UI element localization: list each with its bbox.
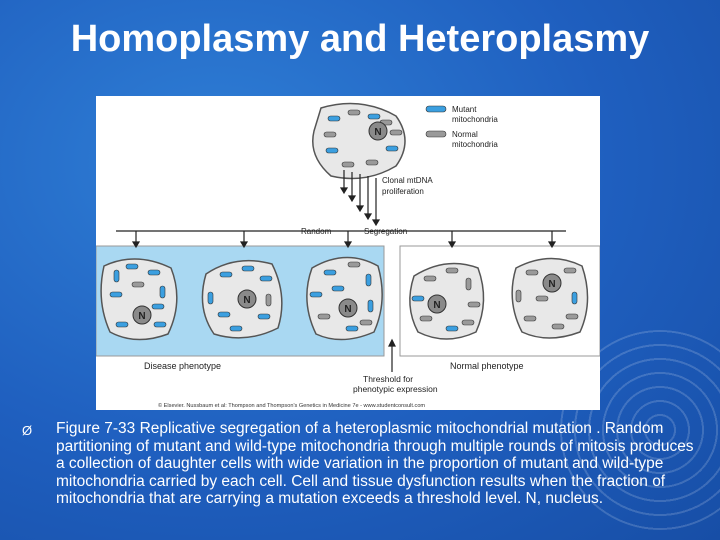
legend [426, 105, 498, 149]
nucleus-label: N [374, 127, 382, 138]
threshold-label-2: phenotypic expression [353, 384, 438, 394]
daughter-cell-1 [101, 259, 177, 340]
nucleus-label: N [433, 300, 441, 311]
segregation-label: Segregation [364, 227, 408, 236]
random-label: Random [301, 227, 332, 236]
arrow-bullet-icon: Ø [22, 423, 33, 438]
drop-arrows [133, 231, 555, 247]
slide-title: Homoplasmy and Heteroplasmy [70, 18, 650, 60]
daughter-cell-5 [512, 258, 587, 338]
caption-text: Figure 7-33 Replicative segregation of a heteroplasmic mitochondrial mutation . Random partitioning of mutant and wild-type mitochondria through multiple rounds of mitosis produces a collection of daughter cells with wide variation in the proportion of mutant and wild-type mitochondria carried by each cell. Cell and tissue dysfunction results when the fraction of mitochondria that are carrying a mutation exceeds a threshold level. N, nucleus. [56, 420, 694, 508]
nucleus-label: N [548, 279, 556, 290]
nucleus-label: N [344, 304, 352, 315]
legend-mutant-label-1: Mutant [452, 105, 477, 114]
normal-phenotype-label: Normal phenotype [450, 361, 524, 371]
clonal-label-2: proliferation [382, 187, 424, 196]
legend-normal-swatch [426, 131, 446, 137]
caption-bullet [22, 420, 712, 508]
segregation-figure [96, 96, 600, 410]
nucleus-label: N [138, 311, 146, 322]
daughter-cell-2 [202, 261, 281, 338]
clonal-label-1: Clonal mtDNA [382, 176, 433, 185]
copyright-text: © Elsevier. Nussbaum et al: Thompson and Thompson's Genetics in Medicine 7e - www.studentconsult.com [158, 403, 426, 409]
nucleus-label: N [243, 295, 251, 306]
daughter-cell-3 [307, 257, 382, 339]
threshold-arrow [389, 340, 395, 372]
daughter-cell-4 [410, 264, 484, 340]
legend-mutant-swatch [426, 106, 446, 112]
legend-mutant-label-2: mitochondria [452, 115, 498, 124]
parent-cell [313, 104, 405, 179]
threshold-label-1: Threshold for [363, 374, 414, 384]
legend-normal-label-2: mitochondria [452, 140, 498, 149]
legend-normal-label-1: Normal [452, 130, 478, 139]
segregation-diagram [96, 96, 600, 410]
disease-phenotype-label: Disease phenotype [144, 361, 222, 371]
